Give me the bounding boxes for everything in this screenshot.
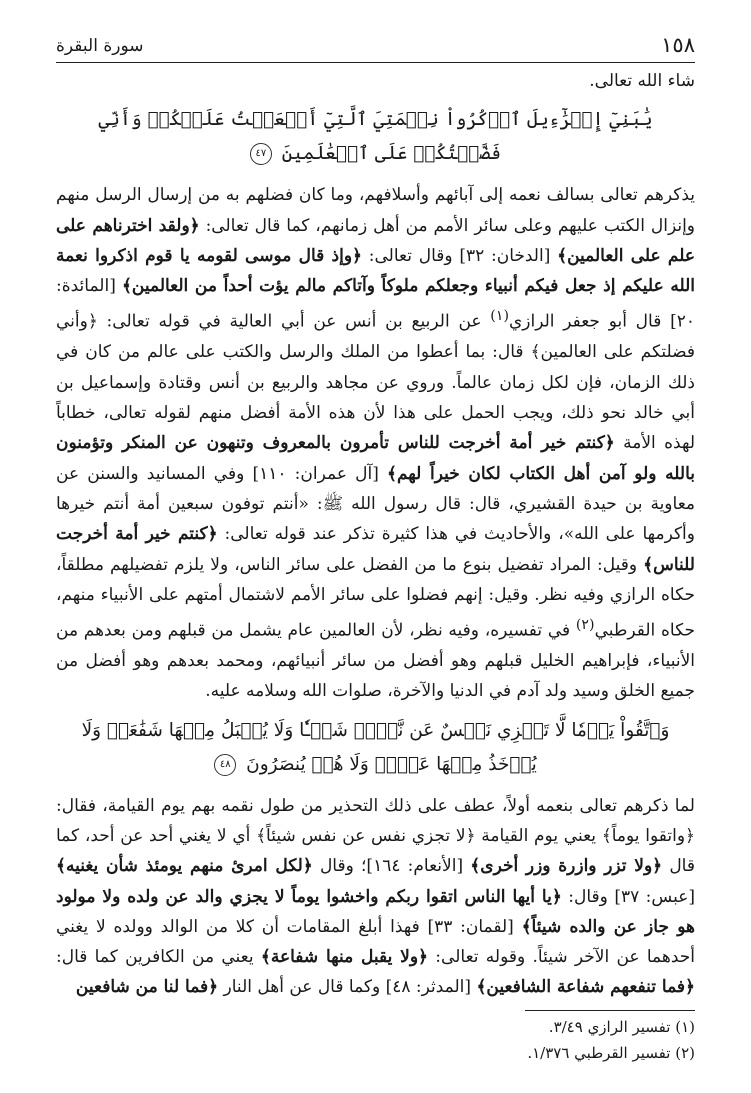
opening-line: شاء الله تعالى. (589, 71, 695, 91)
verse-text: وَٱتَّقُواْ يَوۡمٗا لَّا تَجۡزِي نَفۡسٌ عَن نَّفۡسٖ شَيۡـٔٗا وَلَا يُقۡبَلُ مِنۡهَا شَفَٰعَةٞ وَلَا يُؤۡخَذُ مِنۡهَا عَدۡلٞ وَلَا هُمۡ يُنصَرُونَ (81, 719, 670, 775)
page-body (56, 66, 695, 1003)
footnote-ref-1[interactable]: (١) (490, 308, 509, 325)
footnotes (56, 1014, 695, 1066)
footnote-2: (٢) تفسير القرطبي ١/٣٧٦. (527, 1044, 695, 1062)
quran-verse-47 (56, 103, 695, 171)
footnote-divider (525, 1010, 695, 1011)
commentary-paragraph-2: لما ذكرهم تعالى بنعمه أولاً، عطف على ذلك التحذير من طول نقمه بهم يوم القيامة، فقال: ﴿واتقوا يوماً﴾ يعني يوم القيامة ﴿لا تجزي نفس عن نفس شيئاً﴾ أي لا يغني أحد عن أحد، كما قال ﴿ولا تزر وازرة وزر أخرى﴾ [الأنعام: ١٦٤]؛ وقال ﴿لكل امرئ منهم يومئذ شأن يغنيه﴾ [عبس: ٣٧] وقال: ﴿يا أيها الناس اتقوا ربكم واخشوا يوماً لا يجزي والد عن ولده ولا مولود هو جاز عن والده شيئاً﴾ [لقمان: ٣٣] فهذا أبلغ المقامات أن كلا من الوالد وولده لا يغني أحدهما عن الآخر شيئاً. وقوله تعالى: ﴿ولا يقبل منها شفاعة﴾ يعني من الكافرين كما قال: ﴿فما تنفعهم شفاعة الشافعين﴾ [المدثر: ٤٨] وكما قال عن أهل النار ﴿فما لنا من شافعين (56, 795, 695, 998)
footnote-ref-2[interactable]: (٢) (575, 617, 595, 634)
footnote-1: (١) تفسير الرازي ٣/٤٩. (548, 1018, 695, 1036)
verse-number-marker: ٤٨ (214, 754, 236, 776)
page-header (56, 30, 695, 63)
verse-number-marker: ٤٧ (250, 143, 272, 165)
verse-text: يَٰبَنِيٓ إِسۡرَٰٓءِيلَ ٱذۡكُرُواْ نِعۡمَتِيَ ٱلَّتِيٓ أَنۡعَمۡتُ عَلَيۡكُمۡ وَأَنِّي فَضَّلۡتُكُمۡ عَلَى ٱلۡعَٰلَمِينَ (98, 109, 653, 165)
commentary-paragraph-1: يذكرهم تعالى بسالف نعمه إلى آبائهم وأسلافهم، وما كان فضلهم به من إرسال الرسل منهم وإنزال الكتب عليهم وعلى سائر الأمم من أهل زمانهم، كما قال تعالى: ﴿ولقد اخترناهم على علم على العالمين﴾ [الدخان: ٣٢] وقال تعالى: ﴿وإذ قال موسى لقومه يا قوم اذكروا نعمة الله عليكم إذ جعل فيكم أنبياء وجعلكم ملوكاً وآتاكم مالم يؤت أحداً من العالمين﴾ [المائدة: ٢٠] قال أبو جعفر الرازي$^{(١)}$ عن الربيع بن أنس عن أبي العالية في قوله تعالى: ﴿وأني فضلتكم على العالمين﴾ قال: بما أعطوا من الملك والرسل والكتب على عالم من كان في ذلك الزمان، فإن لكل زمان عالماً. وروي عن مجاهد والربيع بن أنس وقتادة وإسماعيل بن أبي خالد نحو ذلك، ويجب الحمل على هذا لأن هذه الأمة أفضل منهم لقوله تعالى، خطاباً لهذه الأمة ﴿كنتم خير أمة أخرجت للناس تأمرون بالمعروف وتنهون عن المنكر وتؤمنون بالله ولو آمن أهل الكتاب لكان خيراً لهم﴾ [آل عمران: ١١٠] وفي المسانيد والسنن عن معاوية بن حيدة القشيري، قال: قال رسول الله ﷺ: «أنتم توفون سبعين أمة أنتم خيرها وأكرمها على الله»، والأحاديث في هذا كثيرة تذكر عند قوله تعالى: ﴿كنتم خير أمة أخرجت للناس﴾ وقيل: المراد تفضيل بنوع ما من الفضل على سائر الناس، ولا يلزم تفضيلهم مطلقاً، حكاه الرازي وفيه نظر. وقيل: إنهم فضلوا على سائر الأمم لاشتمال أمتهم على الأنبياء منهم، حكاه القرطبي$^{(٢)}$ في تفسيره، وفيه نظر، لأن العالمين عام يشمل من قبلهم ومن بعدهم من الأنبياء، فإبراهيم الخليل قبلهم وهو أفضل من سائر أنبيائهم، ومحمد بعدهم وهو أفضل من جميع الخلق وسيد ولد آدم في الدنيا والآخرة، صلوات الله وسلامه عليه. (56, 185, 695, 702)
surah-name: سورة البقرة (56, 36, 144, 56)
page-number: ١٥٨ (661, 33, 695, 57)
quran-verse-48 (56, 714, 695, 782)
